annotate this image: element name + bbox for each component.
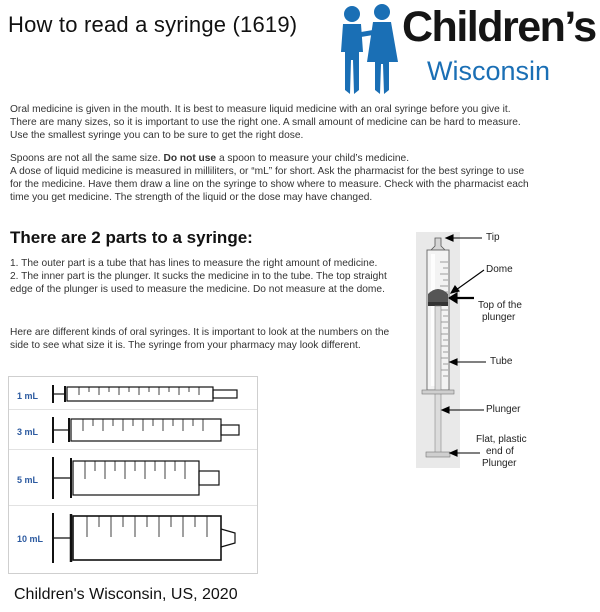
children-logo-figures <box>332 2 404 98</box>
label-dome: Dome <box>486 264 513 275</box>
syringe-5ml-icon <box>53 457 219 499</box>
spoons-text-end: a spoon to measure your child’s medicine. <box>216 153 410 164</box>
label-tip: Tip <box>486 232 500 243</box>
intro-paragraph-1: Oral medicine is given in the mouth. It is best to measure liquid medicine with an oral syringe before you give it. There are many sizes, so it is important to use the right one. A small amount of medicine can be hard to measure. Use the smallest syringe you can to be sure to get the right dose. <box>10 104 521 141</box>
part-item-1: 1. The outer part is a tube that has lines to measure the right amount of medicine. <box>10 258 378 269</box>
syringe-10ml-icon <box>53 513 235 563</box>
syringe-size-drawings <box>9 377 257 573</box>
spoons-text: Spoons are not all the same size. <box>10 153 164 164</box>
label-top-of-plunger: Top of the plunger <box>478 300 522 323</box>
size-label-3ml: 3 mL <box>17 427 39 437</box>
parts-heading: There are 2 parts to a syringe: <box>10 228 253 247</box>
syringe-1ml-icon <box>53 385 237 403</box>
parts-list <box>10 257 400 296</box>
logo-subtitle: Wisconsin <box>427 56 551 86</box>
syringe-sizes-panel <box>8 376 258 574</box>
size-label-10ml: 10 mL <box>17 534 44 544</box>
label-flat-end: Flat, plastic end of Plunger <box>476 434 527 469</box>
label-tube: Tube <box>490 356 513 367</box>
intro-paragraph-2 <box>10 152 538 204</box>
size-label-1ml: 1 mL <box>17 391 39 401</box>
source-footer: Children's Wisconsin, US, 2020 <box>14 586 238 603</box>
syringe-3ml-icon <box>53 417 239 443</box>
label-plunger: Plunger <box>486 404 521 415</box>
syringe-kinds-paragraph: Here are different kinds of oral syringes. It is important to look at the numbers on the side to see what size it is. The syringe from your pharmacy may look different. <box>10 327 390 351</box>
dose-paragraph: A dose of liquid medicine is measured in milliliters, or “mL” for short. Ask the pharmacist for the best syringe to use for the medicine. Have them draw a line on the syringe to show where to measure. Check with the pharmacist each time you get medicine. The strength of the liquid or the dose may have changed. <box>10 166 529 203</box>
syringe-anatomy-figure <box>416 232 596 468</box>
part-item-2: 2. The inner part is the plunger. It sucks the medicine in to the tube. The top straight edge of the plunger is used to measure the medicine. Do not measure at the dome. <box>10 271 387 295</box>
document-title: How to read a syringe (1619) <box>8 12 298 37</box>
do-not-use-emphasis: Do not use <box>163 153 217 164</box>
logo-name: Children’s <box>402 3 596 51</box>
size-label-5ml: 5 mL <box>17 475 39 485</box>
